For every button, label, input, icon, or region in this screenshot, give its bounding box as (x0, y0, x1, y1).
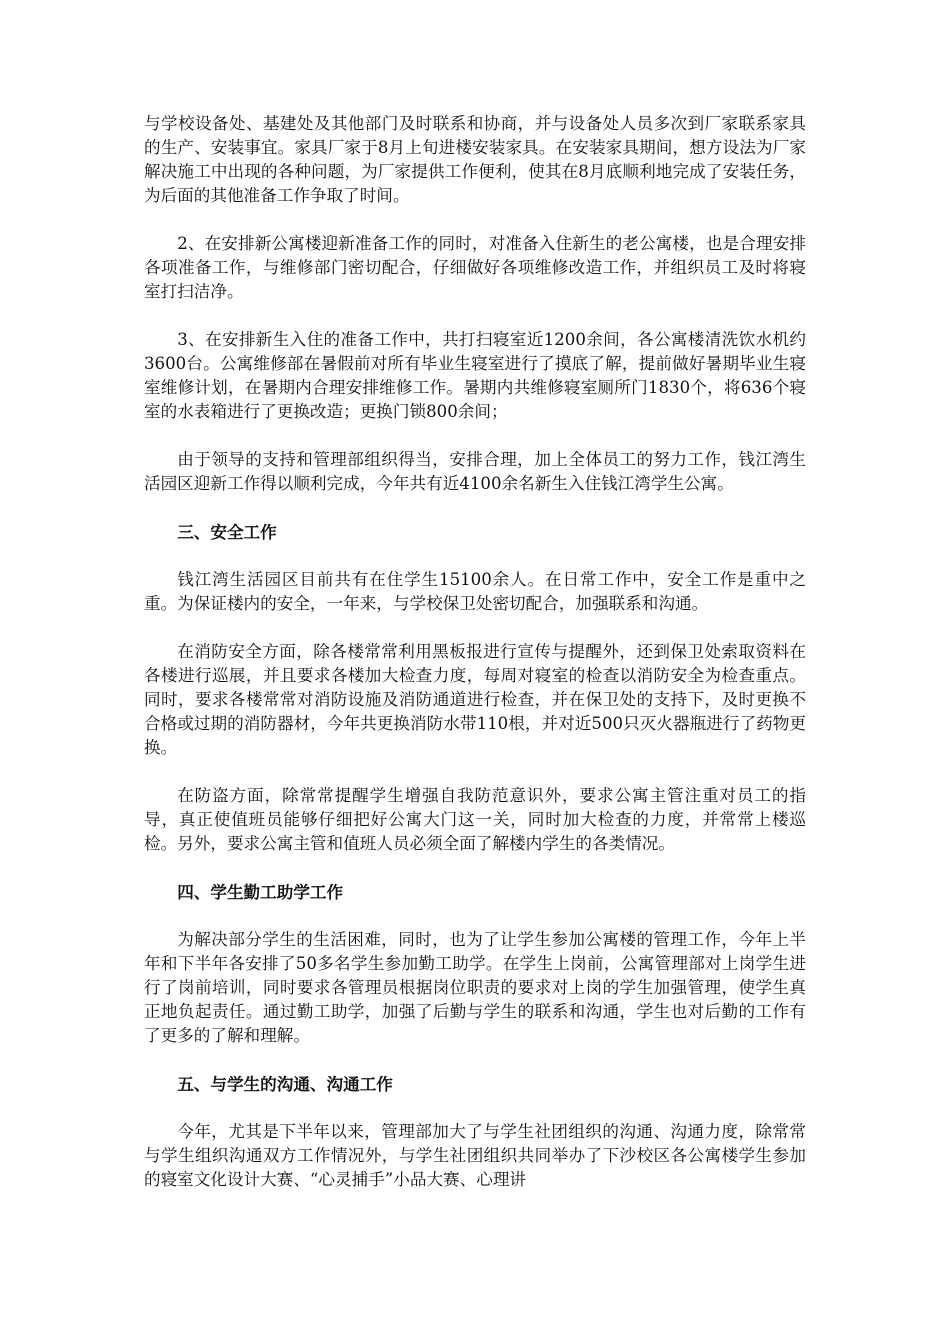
paragraph-cleaning-and-repairs: 3、在安排新生入住的准备工作中，共打扫寝室近1200余间，各公寓楼清洗饮水机约3600台。公寓维修部在暑假前对所有毕业生寝室进行了摸底了解，提前做好暑期毕业生寝室维修计划，在暑期内合理安排维修工作。暑期内共维修寝室厕所门1830个，将636个寝室的水表箱进行了更换改造；更换门锁800余间； (144, 330, 806, 421)
section-heading-work-study: 四、学生勤工助学工作 (177, 882, 344, 902)
paragraph-fire-safety: 在消防安全方面，除各楼常常利用黑板报进行宣传与提醒外，还到保卫处索取资料在各楼进行巡展，并且要求各楼加大检查力度，每周对寝室的检查以消防安全为检查重点。同时，要求各楼常常对消防设施及消防通道进行检查，并在保卫处的支持下，及时更换不合格或过期的消防器材，今年共更换消防水带110根，并对近500只灭火器瓶进行了药物更换。 (144, 642, 806, 757)
section-heading-student-communication: 五、与学生的沟通、沟通工作 (177, 1074, 393, 1094)
paragraph-furniture-installation: 与学校设备处、基建处及其他部门及时联系和协商，并与设备处人员多次到厂家联系家具的生产、安装事宜。家具厂家于8月上旬进楼安装家具。在安装家具期间，想方设法为厂家解决施工中出现的各种问题，为厂家提供工作便利，使其在8月底顺利地完成了安装任务，为后面的其他准备工作争取了时间。 (144, 114, 806, 205)
paragraph-student-communication: 今年，尤其是下半年以来，管理部加大了与学生社团组织的沟通、沟通力度，除常常与学生组织沟通双方工作情况外，与学生社团组织共同举办了下沙校区各公寓楼学生参加的寝室文化设计大赛、“心灵捕手”小品大赛、心理讲 (144, 1122, 806, 1189)
document-body (144, 112, 806, 1192)
paragraph-theft-prevention: 在防盗方面，除常常提醒学生增强自我防范意识外，要求公寓主管注重对员工的指导，真正使值班员能够仔细把好公寓大门这一关，同时加大检查的力度，并常常上楼巡检。另外，要求公寓主管和值班人员必须全面了解楼内学生的各类情况。 (144, 786, 806, 853)
section-heading-safety: 三、安全工作 (177, 522, 277, 542)
paragraph-safety-overview: 钱江湾生活园区目前共有在住学生15100余人。在日常工作中，安全工作是重中之重。为保证楼内的安全，一年来，与学校保卫处密切配合，加强联系和沟通。 (144, 570, 806, 613)
paragraph-welcome-summary: 由于领导的支持和管理部组织得当，安排合理，加上全体员工的努力工作，钱江湾生活园区迎新工作得以顺利完成，今年共有近4100余名新生入住钱江湾学生公寓。 (144, 450, 806, 493)
paragraph-old-dorm-preparation: 2、在安排新公寓楼迎新准备工作的同时，对准备入住新生的老公寓楼，也是合理安排各项准备工作，与维修部门密切配合，仔细做好各项维修改造工作，并组织员工及时将寝室打扫洁净。 (144, 234, 806, 301)
paragraph-work-study: 为解决部分学生的生活困难，同时，也为了让学生参加公寓楼的管理工作，今年上半年和下半年各安排了50多名学生参加勤工助学。在学生上岗前，公寓管理部对上岗学生进行了岗前培训，同时要求各管理员根据岗位职责的要求对上岗的学生加强管理，使学生真正地负起责任。通过勤工助学，加强了后勤与学生的联系和沟通，学生也对后勤的工作有了更多的了解和理解。 (144, 930, 806, 1045)
